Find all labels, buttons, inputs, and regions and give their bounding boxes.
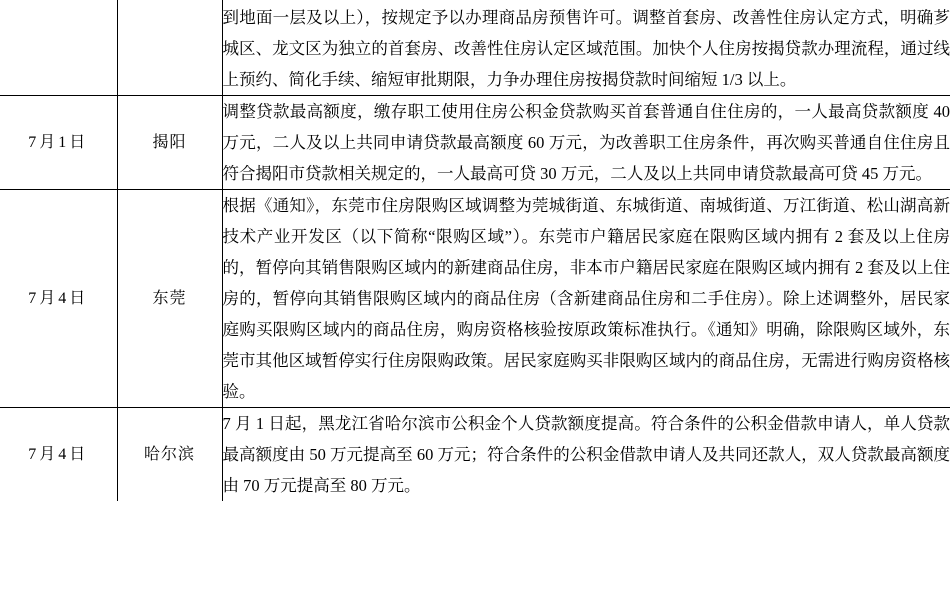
cell-city: 哈尔滨 — [117, 408, 222, 502]
cell-date: 7月4日 — [0, 190, 117, 408]
cell-body: 根据《通知》，东莞市住房限购区域调整为莞城街道、东城街道、南城街道、万江街道、松山湖高新技术产业开发区（以下简称“限购区域”）。东莞市户籍居民家庭在限购区域内拥有 2 套及以上住房的，暂停向其销售限购区域内的新建商品住房，非本市户籍居民家庭在限购区域内拥有 2 套及以上住房的，暂停向其销售限购区域内的商品住房（含新建商品住房和二手住房）。除上述调整外，居民家庭购买限购区域内的商品住房，购房资格核验按原政策标准执行。《通知》明确，除限购区域外，东莞市其他区域暂停实行住房限购政策。居民家庭购买非限购区域内的商品住房，无需进行购房资格核验。 — [222, 190, 950, 408]
table-row — [0, 190, 950, 408]
table-row — [0, 408, 950, 502]
cell-date: 7月4日 — [0, 408, 117, 502]
cell-date — [0, 0, 117, 96]
cell-body: 到地面一层及以上），按规定予以办理商品房预售许可。调整首套房、改善性住房认定方式，明确芗城区、龙文区为独立的首套房、改善性住房认定区域范围。加快个人住房按揭贷款办理流程，通过线上预约、简化手续、缩短审批期限，力争办理住房按揭贷款时间缩短 1/3 以上。 — [222, 0, 950, 96]
cell-body: 7 月 1 日起，黑龙江省哈尔滨市公积金个人贷款额度提高。符合条件的公积金借款申请人，单人贷款最高额度由 50 万元提高至 60 万元；符合条件的公积金借款申请人及共同还款人，双人贷款最高额度由 70 万元提高至 80 万元。 — [222, 408, 950, 502]
cell-body: 调整贷款最高额度，缴存职工使用住房公积金贷款购买首套普通自住住房的，一人最高贷款额度 40 万元，二人及以上共同申请贷款最高额度 60 万元，为改善职工住房条件，再次购买普通自住住房且符合揭阳市贷款相关规定的，一人最高可贷 30 万元，二人及以上共同申请贷款最高可贷 45 万元。 — [222, 96, 950, 190]
cell-city: 揭阳 — [117, 96, 222, 190]
cell-date: 7月1日 — [0, 96, 117, 190]
table-row — [0, 96, 950, 190]
cell-city: 东莞 — [117, 190, 222, 408]
cell-city — [117, 0, 222, 96]
table-row — [0, 0, 950, 96]
